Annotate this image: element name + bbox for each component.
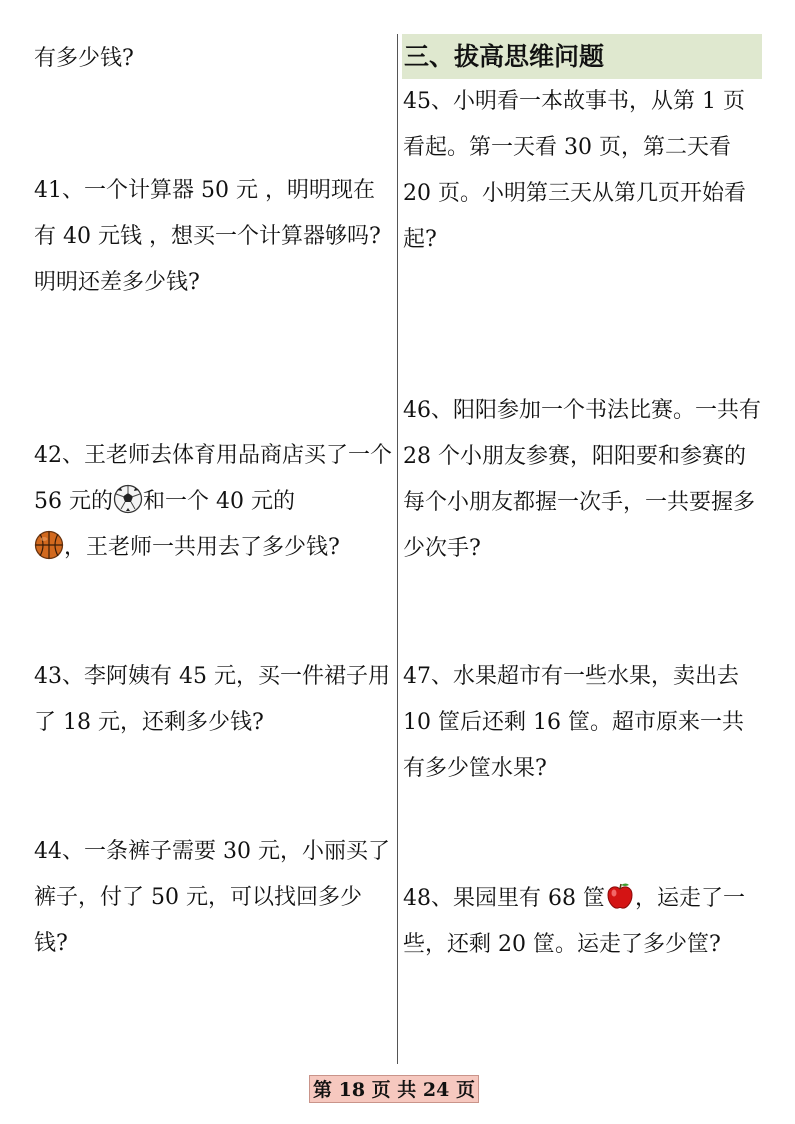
section-title: 三、拔高思维问题 xyxy=(402,34,762,79)
basketball-icon xyxy=(34,530,64,560)
problem-40-tail: 有多少钱? xyxy=(34,46,134,71)
page-number-label: 第 18 页 共 24 页 xyxy=(309,1075,479,1103)
problem-42-text-b: 和一个 40 元的 xyxy=(143,489,295,514)
problem-41: 41、一个计算器 50 元 ，明明现在有 40 元钱 ，想买一个计算器够吗? 明明还差多少钱? xyxy=(34,178,381,295)
apple-icon xyxy=(605,881,635,911)
problem-43: 43、李阿姨有 45 元，买一件裙子用了 18 元，还剩多少钱? xyxy=(34,664,390,735)
problem-45: 45、小明看一本故事书，从第 1 页看起。第一天看 30 页，第二天看 20 页。小明第三天从第几页开始看起? xyxy=(403,89,746,252)
problem-44: 44、一条裤子需要 30 元，小丽买了裤子，付了 50 元，可以找回多少钱? xyxy=(34,839,390,956)
problem-48-text-a: 48、果园里有 68 筐 xyxy=(403,886,605,911)
problem-42-text-c: ，王老师一共用去了多少钱? xyxy=(64,535,340,560)
problem-48-text-b: ，运走了一些，还剩 20 筐。运走了多少筐? xyxy=(403,886,745,957)
problem-48 xyxy=(403,876,761,968)
problem-42 xyxy=(34,433,392,571)
problem-47: 47、水果超市有一些水果，卖出去 10 筐后还剩 16 筐。超市原来一共有多少筐水果? xyxy=(403,664,744,781)
problem-42-text-a: 42、王老师去体育用品商店买了一个 56 元的 xyxy=(34,443,392,514)
soccer-ball-icon xyxy=(113,484,143,514)
column-divider xyxy=(397,34,398,1064)
problem-46: 46、阳阳参加一个书法比赛。一共有 28 个小朋友参赛，阳阳要和参赛的每个小朋友都握一次手，一共要握多少次手? xyxy=(403,398,761,561)
